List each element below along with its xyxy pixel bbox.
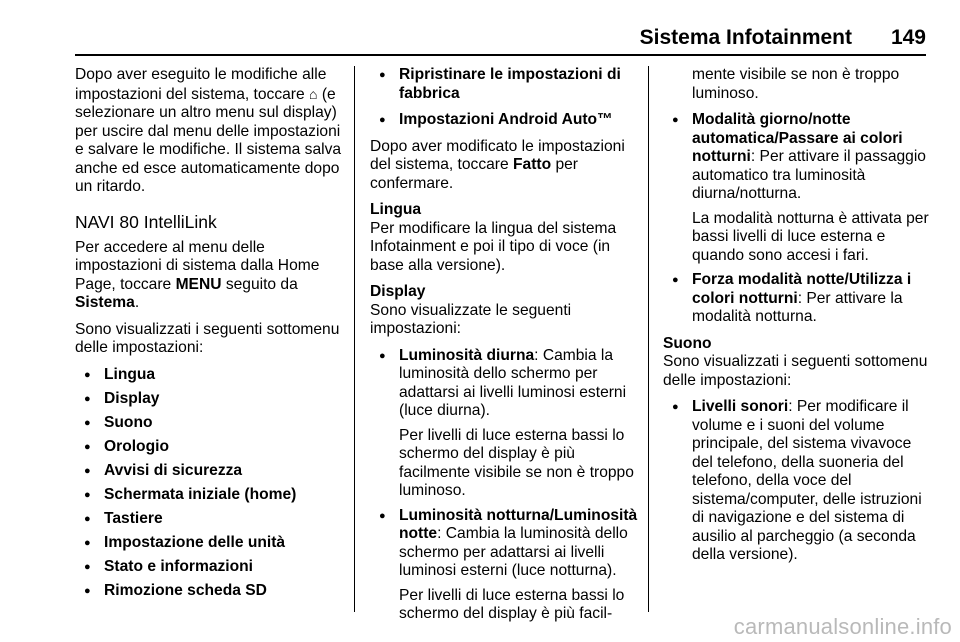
watermark: carmanualsonline.info — [733, 614, 952, 639]
list-item: ● Lingua — [75, 366, 343, 385]
home-icon: ⌂ — [309, 85, 318, 102]
list-item: ● Livelli sonori: Per modificare il volume e i suoni del volume principale, del sistema vivavoce del telefono, della suoneria del telefono, della voce del sistema/computer, delle istruzioni di navigazione e del sistema di ausilio al parcheggio (a seconda della versione). — [663, 398, 931, 565]
column-divider — [354, 66, 355, 612]
list-item-note: La modalità notturna è attivata per bassi livelli di luce esterna e quando sono accesi i fari. — [692, 209, 929, 264]
subheading-display: Display — [370, 283, 426, 300]
list-item: ● Rimozione scheda SD — [75, 582, 343, 601]
list-item: ● Suono — [75, 414, 343, 433]
list-item: ● Stato e informazioni — [75, 558, 343, 577]
list-item: ● Forza modalità notte/Utilizza i colori notturni: Per attivare la modalità notturna. — [663, 271, 931, 327]
column-divider — [648, 66, 649, 612]
paragraph: Sono visualizzate le seguenti impostazioni: — [370, 301, 572, 337]
paragraph-continued: mente visibile se non è troppo luminoso. — [692, 66, 900, 102]
subheading-lingua: Lingua — [370, 201, 422, 218]
header-title: Sistema Infotainment — [639, 26, 852, 49]
page-number: 149 — [890, 26, 926, 49]
list-item: ● Modalità giorno/notte automatica/Passare ai colori notturni: Per attivare il passaggio automatico tra luminosità diurna/notturna. La modalità notturna è attivata per bassi livelli di luce esterna e quando sono accesi i fari. — [663, 111, 931, 265]
submenu-list-continued — [370, 66, 640, 130]
list-item: ● Schermata iniziale (home) — [75, 486, 343, 505]
list-item: ● Impostazioni Android Auto™ — [370, 111, 640, 130]
list-item: ● Orologio — [75, 438, 343, 457]
column-1 — [75, 66, 343, 608]
paragraph: Per accedere al menu delle impostazioni di sistema dalla Home Page, toccare MENU seguito da Sistema. — [75, 238, 320, 311]
sistema-keyword: Sistema — [75, 294, 135, 311]
section-heading: NAVI 80 IntelliLink — [75, 211, 217, 232]
list-item: ● Luminosità diurna: Cambia la luminosità dello schermo per adattarsi ai livelli luminosi esterni (luce diurna). Per livelli di luce esterna bassi lo schermo del display è più facilmente visibile se non è troppo luminoso. — [370, 347, 640, 501]
paragraph: Dopo aver modificato le impostazioni del sistema, toccare Fatto per confermare. — [370, 137, 625, 192]
column-3 — [663, 66, 931, 573]
display-settings-list — [370, 347, 640, 624]
list-item: ● Display — [75, 390, 343, 409]
list-item: ● Tastiere — [75, 510, 343, 529]
sound-settings-list — [663, 398, 931, 565]
list-item: ● Impostazione delle unità — [75, 534, 343, 553]
paragraph: Sono visualizzati i seguenti sottomenu delle impostazioni: — [75, 320, 340, 356]
list-item: ● Luminosità notturna/Luminosità notte: Cambia la luminosità dello schermo per adattarsi ai livelli luminosi esterni (luce notturna). Per livelli di luce esterna bassi lo schermo del display è più facil- — [370, 507, 640, 624]
paragraph: Sono visualizzati i seguenti sottomenu delle impostazioni: — [663, 353, 928, 389]
paragraph: Dopo aver eseguito le modifiche alle impostazioni del sistema, toccare ⌂ (e selezionare un altro menu sul display) per uscire dal menu delle impostazioni e salvare le modifiche. Il sistema salva anche ed esce automaticamente dopo un ritardo. — [75, 66, 342, 195]
list-item-note: Per livelli di luce esterna bassi lo schermo del display è più facil- — [399, 586, 625, 622]
subheading-suono: Suono — [663, 334, 712, 352]
fatto-keyword: Fatto — [513, 156, 552, 173]
column-2 — [370, 66, 640, 632]
list-item-note: Per livelli di luce esterna bassi lo schermo del display è più facilmente visibile se non è troppo luminoso. — [399, 426, 634, 499]
menu-keyword: MENU — [175, 275, 222, 293]
list-item: ● Avvisi di sicurezza — [75, 462, 343, 481]
paragraph: Per modificare la lingua del sistema Infotainment e poi il tipo di voce (in base alla versione). — [370, 219, 617, 274]
submenu-list — [75, 366, 343, 601]
list-item: ● Ripristinare le impostazioni di fabbrica — [370, 66, 640, 103]
display-settings-list-continued — [663, 111, 931, 327]
page-header — [75, 24, 926, 56]
